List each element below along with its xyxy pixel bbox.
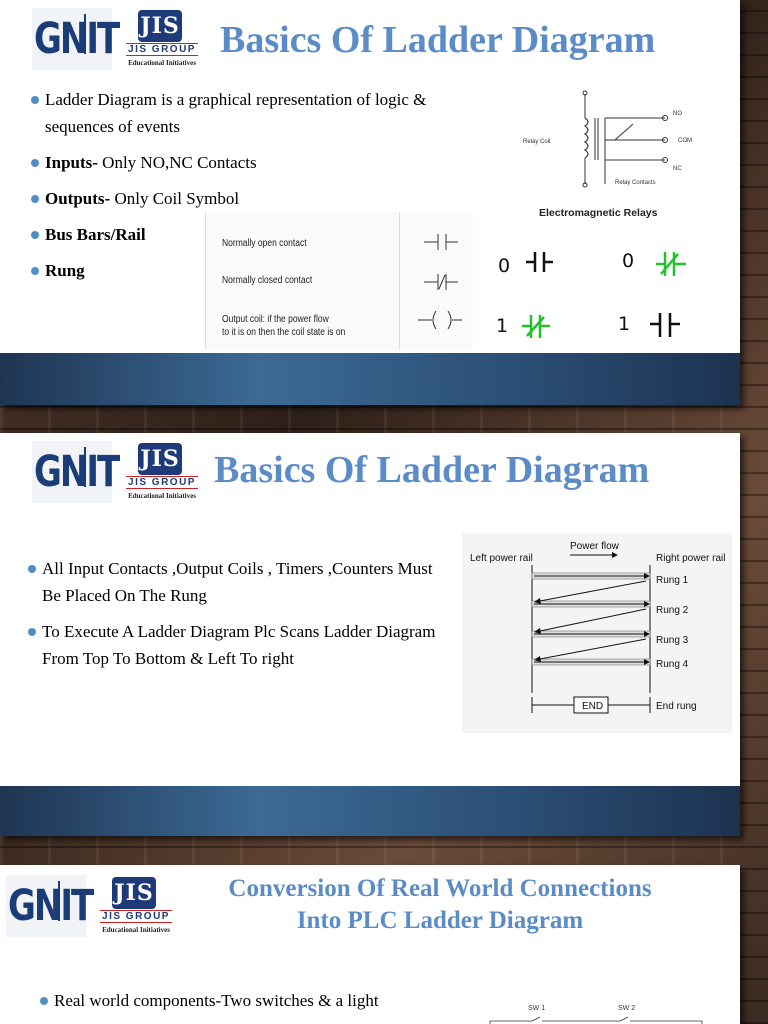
com-label: COM — [678, 138, 692, 144]
bullet-item: Inputs- Only NO,NC Contacts — [31, 149, 491, 176]
slide-3-title-line-1: Conversion Of Real World Connections — [228, 875, 652, 902]
bullet-item: Real world components-Two switches & a light — [40, 987, 460, 1014]
gnit-logo-text: GNIT — [34, 447, 119, 497]
gnit-logo — [6, 875, 93, 937]
logic-digit: 1 — [496, 315, 509, 337]
bullet-item: Rung — [31, 257, 491, 284]
bullet-item: Outputs- Only Coil Symbol — [31, 185, 491, 212]
jis-logo-text: JIS — [138, 10, 182, 42]
jis-sub-text: Educational Initiatives — [128, 59, 196, 67]
switch-circuit-diagram — [480, 999, 720, 1024]
end-rung-label: End rung — [656, 701, 697, 712]
rung-label: Rung 2 — [656, 605, 689, 616]
power-flow-label: Power flow — [570, 541, 619, 552]
jis-group-text: JIS GROUP — [126, 476, 198, 489]
relay-contacts-label: Relay Contacts — [615, 180, 656, 186]
contact-logic-table — [490, 240, 730, 350]
rung-label: Rung 3 — [656, 635, 689, 646]
jis-group-text: JIS GROUP — [100, 910, 172, 923]
contact-symbols-table — [205, 212, 473, 350]
logic-digit: 0 — [498, 255, 511, 277]
electromagnetic-relay-diagram — [505, 88, 735, 228]
slide-3 — [0, 865, 740, 1024]
bullet-item: All Input Contacts ,Output Coils , Timers ,Counters Must Be Placed On The Rung — [28, 555, 448, 609]
jis-logo-text: JIS — [112, 877, 156, 909]
output-coil-label-2: to it is on then the coil state is on — [222, 327, 346, 338]
slide-3-title — [190, 873, 690, 937]
closed-contact-green-icon — [522, 315, 550, 338]
switch-1-label: SW 1 — [528, 1005, 546, 1012]
left-rail-label: Left power rail — [470, 553, 533, 564]
slide-3-title-line-2: Into PLC Ladder Diagram — [296, 907, 584, 934]
jis-sub-text: Educational Initiatives — [102, 926, 170, 934]
closed-contact-green-icon — [656, 252, 686, 276]
gnit-logo-text: GNIT — [8, 881, 93, 931]
no-label: NO — [673, 111, 682, 117]
jis-group-text: JIS GROUP — [126, 43, 198, 56]
plc-scan-diagram — [462, 533, 732, 733]
relay-caption: Electromagnetic Relays — [539, 207, 658, 219]
gnit-logo — [32, 441, 119, 503]
output-coil-icon — [398, 308, 468, 332]
nc-label: NC — [673, 166, 682, 172]
slide-1-title: Basics Of Ladder Diagram — [220, 19, 656, 61]
slide-2-bullets — [28, 555, 448, 672]
jis-logo — [96, 875, 176, 937]
normally-closed-contact-icon — [398, 270, 468, 294]
jis-sub-text: Educational Initiatives — [128, 492, 196, 500]
open-contact-icon — [650, 313, 680, 337]
end-box-label: END — [582, 701, 604, 712]
output-coil-label-1: Output coil: if the power flow — [222, 314, 329, 325]
rung-label: Rung 4 — [656, 659, 689, 670]
normally-closed-label: Normally closed contact — [222, 275, 313, 286]
bullet-item: To Execute A Ladder Diagram Plc Scans Ladder Diagram From Top To Bottom & Left To right — [28, 618, 448, 672]
rung-label: Rung 1 — [656, 575, 689, 586]
jis-logo-text: JIS — [138, 443, 182, 475]
slide-2-footer-band — [0, 786, 740, 836]
normally-open-contact-icon — [398, 230, 468, 254]
jis-logo — [122, 8, 202, 70]
normally-open-label: Normally open contact — [222, 238, 307, 249]
bullet-item: Ladder Diagram is a graphical representation of logic & sequences of events — [31, 86, 491, 140]
switch-2-label: SW 2 — [618, 1005, 636, 1012]
relay-coil-label: Relay Coil — [523, 139, 551, 145]
gnit-logo — [32, 8, 119, 70]
open-contact-icon — [526, 252, 553, 272]
slide-1-footer-band — [0, 353, 740, 405]
gnit-logo-text: GNIT — [34, 14, 119, 64]
slide-3-bullets — [40, 987, 460, 1014]
slide-2 — [0, 433, 740, 836]
slide-2-title: Basics Of Ladder Diagram — [214, 449, 650, 491]
jis-logo — [122, 441, 202, 503]
bullet-item: Bus Bars/Rail — [31, 221, 491, 248]
logic-digit: 1 — [618, 313, 631, 335]
slide-1 — [0, 0, 740, 405]
right-rail-label: Right power rail — [656, 553, 726, 564]
logic-digit: 0 — [622, 250, 635, 272]
